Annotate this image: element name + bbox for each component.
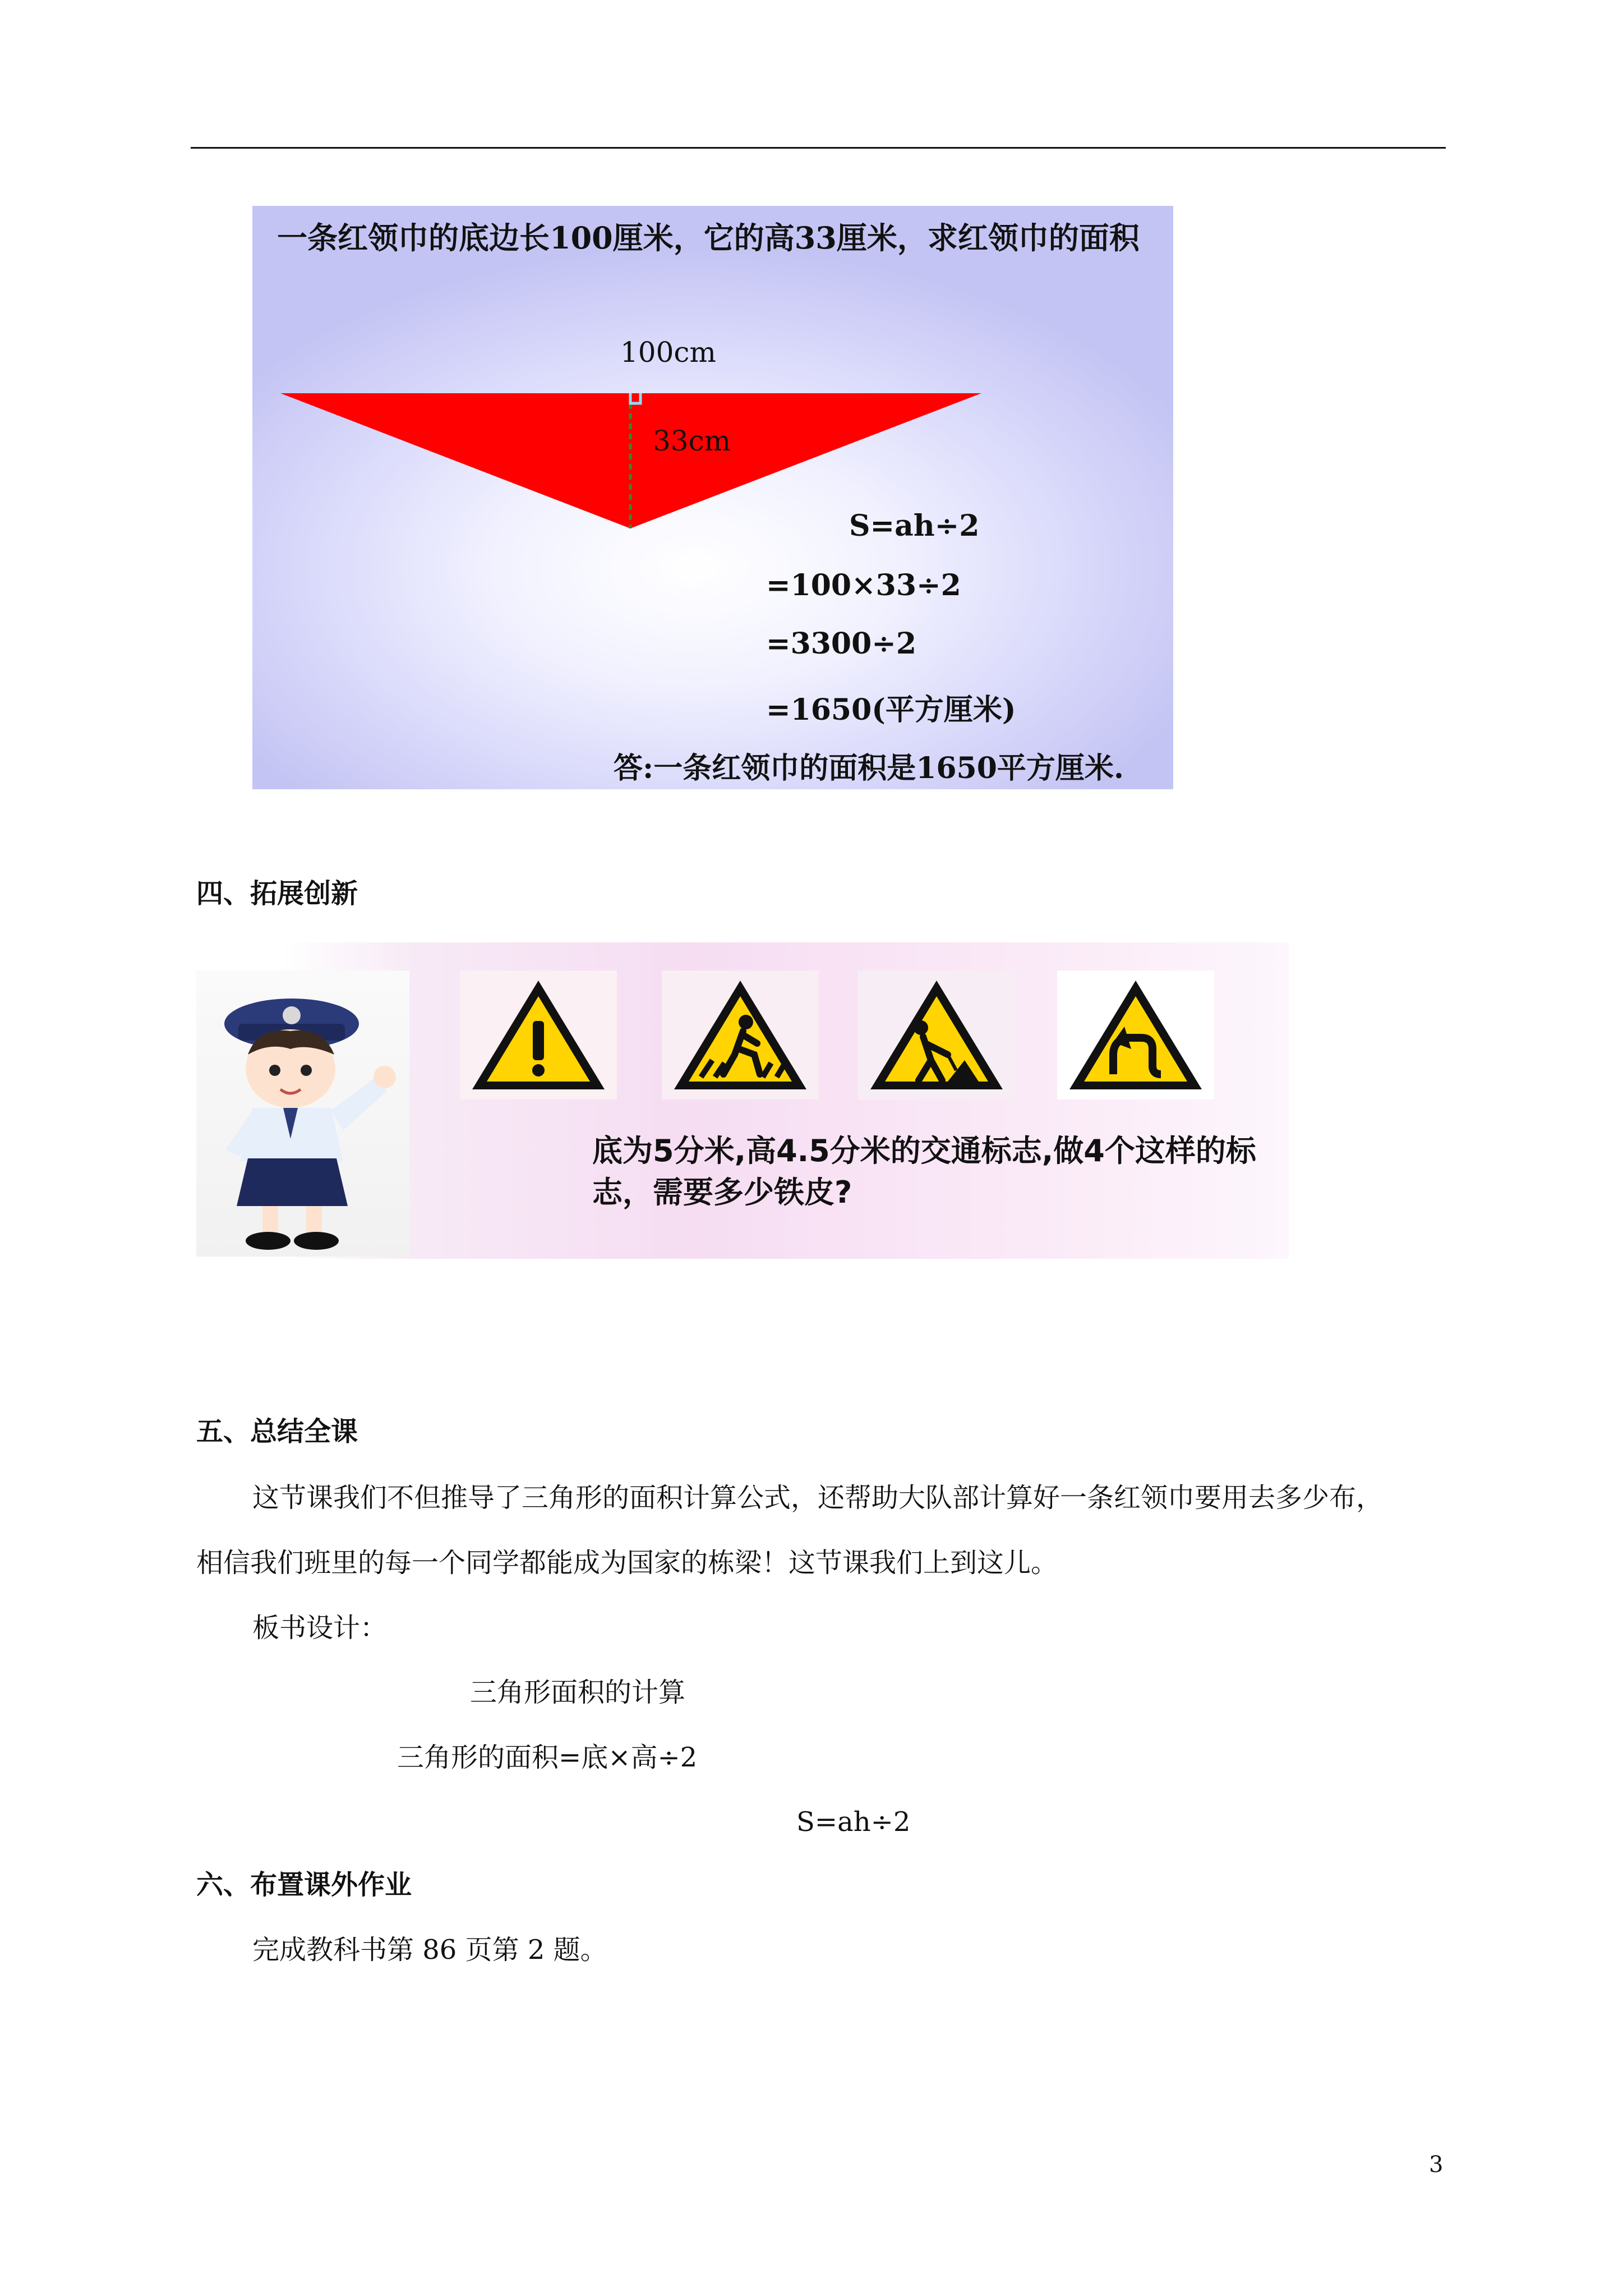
- section-4-heading: 四、拓展创新: [196, 878, 358, 909]
- traffic-sign-slide: [196, 942, 1289, 1259]
- header-rule: [191, 147, 1446, 149]
- board-formula-words: 三角形的面积=底×高÷2: [397, 1742, 698, 1773]
- board-design-label: 板书设计：: [252, 1612, 388, 1644]
- red-scarf-slide: [252, 206, 1173, 789]
- board-title: 三角形面积的计算: [470, 1677, 686, 1708]
- board-formula: S=ah÷2: [796, 1806, 911, 1838]
- section-5-heading: 五、总结全课: [196, 1416, 358, 1447]
- section-6-heading: 六、布置课外作业: [196, 1869, 412, 1901]
- base-label: 100cm: [620, 336, 716, 369]
- summary-line-1: 这节课我们不但推导了三角形的面积计算公式，还帮助大队部计算好一条红领巾要用去多少布，: [252, 1482, 1384, 1513]
- pedestrian-crossing-sign-icon: [662, 970, 819, 1099]
- homework-text: 完成教科书第 86 页第 2 题。: [252, 1934, 607, 1966]
- sign-1: [460, 970, 617, 1099]
- formula-line-4: =1650(平方厘米): [766, 693, 1016, 727]
- sign-3: [858, 970, 1015, 1099]
- traffic-sign-problem: 底为5分米,高4.5分米的交通标志,做4个这样的标志，需要多少铁皮?: [592, 1133, 1256, 1210]
- sign-2: [662, 970, 819, 1099]
- answer-line: 答:一条红领巾的面积是1650平方厘米.: [614, 751, 1124, 785]
- slide-question: 一条红领巾的底边长100厘米，它的高33厘米，求红领巾的面积: [277, 220, 1140, 256]
- curve-road-sign-icon: [1057, 970, 1214, 1099]
- summary-line-2: 相信我们班里的每一个同学都能成为国家的栋梁！这节课我们上到这儿。: [196, 1547, 1058, 1579]
- exclamation-sign-icon: [460, 970, 617, 1099]
- page-number: 3: [1429, 2152, 1444, 2178]
- police-officer-panel: [196, 970, 409, 1257]
- formula-line-1: S=ah÷2: [849, 509, 980, 543]
- police-officer-icon: [196, 970, 409, 1257]
- sign-4: [1057, 970, 1214, 1099]
- road-work-sign-icon: [858, 970, 1015, 1099]
- height-label: 33cm: [653, 425, 731, 457]
- formula-line-3: =3300÷2: [766, 627, 917, 661]
- formula-line-2: =100×33÷2: [766, 568, 961, 602]
- red-scarf-diagram: [252, 206, 1173, 789]
